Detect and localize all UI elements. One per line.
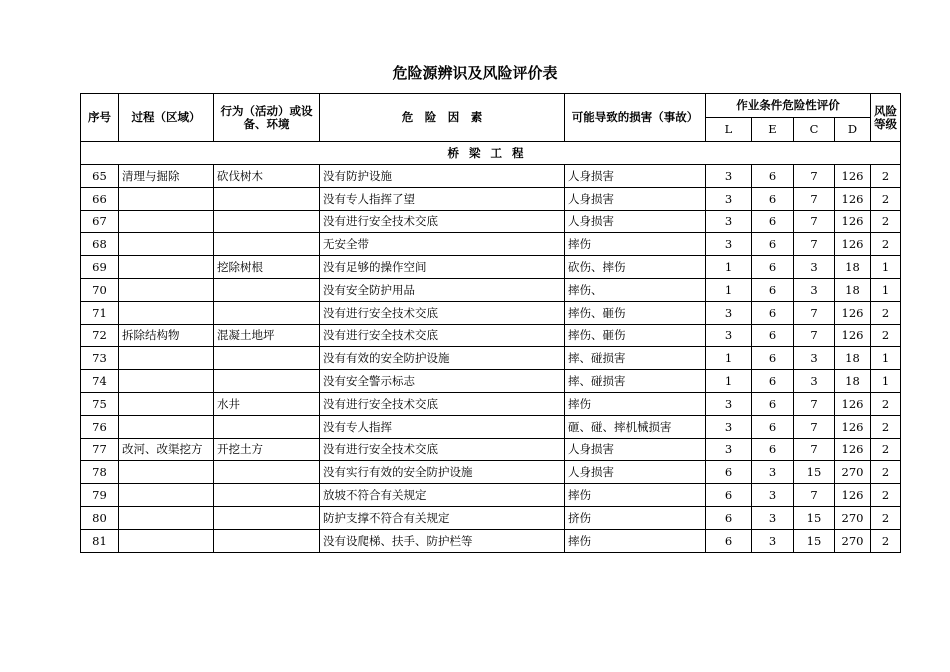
table-row — [81, 324, 901, 347]
row-e: 6 — [752, 210, 794, 233]
row-d: 126 — [835, 165, 871, 188]
row-grade: 2 — [871, 324, 901, 347]
table-row — [81, 233, 901, 256]
row-e: 6 — [752, 187, 794, 210]
row-number: 79 — [81, 484, 119, 507]
row-d: 126 — [835, 187, 871, 210]
row-activity — [214, 347, 320, 370]
row-e: 3 — [752, 529, 794, 552]
row-hazard: 没有安全防护用品 — [320, 278, 565, 301]
row-activity: 混凝土地坪 — [214, 324, 320, 347]
row-e: 3 — [752, 484, 794, 507]
row-number: 70 — [81, 278, 119, 301]
header-risk-grade: 风险等级 — [871, 94, 901, 142]
row-hazard: 防护支撑不符合有关规定 — [320, 506, 565, 529]
row-e: 3 — [752, 506, 794, 529]
row-process — [119, 415, 214, 438]
risk-table — [80, 93, 901, 553]
row-l: 6 — [706, 461, 752, 484]
row-d: 18 — [835, 347, 871, 370]
row-activity — [214, 461, 320, 484]
row-c: 15 — [794, 529, 835, 552]
row-activity — [214, 415, 320, 438]
row-l: 3 — [706, 415, 752, 438]
row-c: 7 — [794, 210, 835, 233]
row-number: 75 — [81, 392, 119, 415]
row-hazard: 无安全带 — [320, 233, 565, 256]
row-grade: 2 — [871, 233, 901, 256]
row-hazard: 没有进行安全技术交底 — [320, 438, 565, 461]
row-l: 1 — [706, 370, 752, 393]
row-d: 126 — [835, 438, 871, 461]
row-l: 3 — [706, 187, 752, 210]
row-grade: 2 — [871, 438, 901, 461]
row-l: 6 — [706, 529, 752, 552]
row-hazard: 没有进行安全技术交底 — [320, 301, 565, 324]
row-e: 6 — [752, 438, 794, 461]
table-row — [81, 392, 901, 415]
header-harm: 可能导致的损害（事故） — [565, 94, 706, 142]
row-process — [119, 256, 214, 279]
row-hazard: 没有安全警示标志 — [320, 370, 565, 393]
row-hazard: 没有有效的安全防护设施 — [320, 347, 565, 370]
row-harm: 人身损害 — [565, 187, 706, 210]
table-row — [81, 347, 901, 370]
row-c: 3 — [794, 278, 835, 301]
row-c: 7 — [794, 233, 835, 256]
row-number: 67 — [81, 210, 119, 233]
row-hazard: 没有专人指挥了望 — [320, 187, 565, 210]
row-number: 76 — [81, 415, 119, 438]
table-row — [81, 484, 901, 507]
row-hazard: 没有实行有效的安全防护设施 — [320, 461, 565, 484]
row-process: 拆除结构物 — [119, 324, 214, 347]
row-activity — [214, 301, 320, 324]
row-hazard: 没有专人指挥 — [320, 415, 565, 438]
row-process — [119, 187, 214, 210]
row-c: 7 — [794, 484, 835, 507]
row-process — [119, 392, 214, 415]
row-hazard: 没有进行安全技术交底 — [320, 324, 565, 347]
table-row — [81, 415, 901, 438]
row-process — [119, 484, 214, 507]
row-harm: 摔伤 — [565, 392, 706, 415]
row-c: 15 — [794, 506, 835, 529]
row-number: 78 — [81, 461, 119, 484]
row-activity — [214, 484, 320, 507]
header-hazard: 危 险 因 素 — [320, 94, 565, 142]
row-grade: 2 — [871, 506, 901, 529]
row-d: 126 — [835, 324, 871, 347]
row-grade: 2 — [871, 210, 901, 233]
row-harm: 砸、碰、摔机械损害 — [565, 415, 706, 438]
header-c: C — [794, 118, 835, 142]
row-c: 3 — [794, 347, 835, 370]
row-grade: 2 — [871, 529, 901, 552]
row-activity — [214, 506, 320, 529]
header-d: D — [835, 118, 871, 142]
row-harm: 摔伤、 — [565, 278, 706, 301]
row-harm: 摔伤 — [565, 233, 706, 256]
row-harm: 摔伤 — [565, 484, 706, 507]
row-c: 3 — [794, 370, 835, 393]
row-harm: 摔伤 — [565, 529, 706, 552]
row-hazard: 没有设爬梯、扶手、防护栏等 — [320, 529, 565, 552]
row-harm: 人身损害 — [565, 461, 706, 484]
row-harm: 摔伤、砸伤 — [565, 324, 706, 347]
row-activity — [214, 278, 320, 301]
row-number: 81 — [81, 529, 119, 552]
row-grade: 2 — [871, 187, 901, 210]
row-l: 3 — [706, 392, 752, 415]
table-row — [81, 461, 901, 484]
section-title: 桥梁工程 — [81, 142, 901, 165]
row-e: 6 — [752, 392, 794, 415]
row-grade: 1 — [871, 256, 901, 279]
header-l: L — [706, 118, 752, 142]
row-grade: 1 — [871, 278, 901, 301]
table-row — [81, 301, 901, 324]
row-e: 6 — [752, 278, 794, 301]
header-evaluation: 作业条件危险性评价 — [706, 94, 871, 118]
row-e: 6 — [752, 415, 794, 438]
row-activity — [214, 370, 320, 393]
row-c: 7 — [794, 301, 835, 324]
row-c: 7 — [794, 324, 835, 347]
row-process — [119, 506, 214, 529]
row-d: 18 — [835, 256, 871, 279]
row-grade: 2 — [871, 461, 901, 484]
row-harm: 摔、碰损害 — [565, 347, 706, 370]
row-process — [119, 210, 214, 233]
row-activity — [214, 233, 320, 256]
row-l: 3 — [706, 324, 752, 347]
row-harm: 砍伤、摔伤 — [565, 256, 706, 279]
table-row — [81, 187, 901, 210]
row-l: 1 — [706, 256, 752, 279]
row-l: 1 — [706, 347, 752, 370]
table-row — [81, 506, 901, 529]
row-harm: 人身损害 — [565, 438, 706, 461]
row-grade: 2 — [871, 484, 901, 507]
row-process — [119, 461, 214, 484]
row-harm: 人身损害 — [565, 210, 706, 233]
row-hazard: 放坡不符合有关规定 — [320, 484, 565, 507]
row-c: 7 — [794, 187, 835, 210]
row-d: 18 — [835, 278, 871, 301]
header-activity: 行为（活动）或设备、环境 — [214, 94, 320, 142]
row-grade: 2 — [871, 165, 901, 188]
row-d: 126 — [835, 301, 871, 324]
row-grade: 1 — [871, 370, 901, 393]
table-row — [81, 438, 901, 461]
row-number: 74 — [81, 370, 119, 393]
header-process: 过程（区域） — [119, 94, 214, 142]
row-l: 3 — [706, 301, 752, 324]
row-activity: 水井 — [214, 392, 320, 415]
row-c: 7 — [794, 415, 835, 438]
row-e: 3 — [752, 461, 794, 484]
row-e: 6 — [752, 256, 794, 279]
row-d: 126 — [835, 484, 871, 507]
row-process: 清理与掘除 — [119, 165, 214, 188]
row-activity — [214, 187, 320, 210]
row-l: 6 — [706, 506, 752, 529]
row-l: 3 — [706, 210, 752, 233]
row-grade: 2 — [871, 415, 901, 438]
table-row — [81, 256, 901, 279]
row-e: 6 — [752, 370, 794, 393]
row-number: 80 — [81, 506, 119, 529]
row-c: 3 — [794, 256, 835, 279]
row-number: 66 — [81, 187, 119, 210]
row-process — [119, 278, 214, 301]
row-number: 68 — [81, 233, 119, 256]
row-activity: 砍伐树木 — [214, 165, 320, 188]
row-hazard: 没有防护设施 — [320, 165, 565, 188]
row-harm: 摔、碰损害 — [565, 370, 706, 393]
row-d: 270 — [835, 506, 871, 529]
row-l: 3 — [706, 165, 752, 188]
row-e: 6 — [752, 324, 794, 347]
table-row — [81, 165, 901, 188]
row-d: 126 — [835, 210, 871, 233]
row-c: 7 — [794, 438, 835, 461]
page-title: 危险源辨识及风险评价表 — [392, 64, 558, 82]
row-l: 3 — [706, 438, 752, 461]
row-grade: 2 — [871, 301, 901, 324]
row-d: 270 — [835, 461, 871, 484]
row-number: 77 — [81, 438, 119, 461]
row-e: 6 — [752, 347, 794, 370]
row-e: 6 — [752, 301, 794, 324]
row-e: 6 — [752, 165, 794, 188]
row-number: 65 — [81, 165, 119, 188]
row-d: 18 — [835, 370, 871, 393]
row-d: 126 — [835, 392, 871, 415]
row-activity: 开挖土方 — [214, 438, 320, 461]
row-activity — [214, 210, 320, 233]
row-number: 72 — [81, 324, 119, 347]
row-process — [119, 347, 214, 370]
row-process — [119, 529, 214, 552]
row-c: 15 — [794, 461, 835, 484]
row-d: 270 — [835, 529, 871, 552]
header-e: E — [752, 118, 794, 142]
row-activity: 挖除树根 — [214, 256, 320, 279]
row-l: 1 — [706, 278, 752, 301]
row-hazard: 没有足够的操作空间 — [320, 256, 565, 279]
table-row — [81, 529, 901, 552]
row-c: 7 — [794, 165, 835, 188]
row-d: 126 — [835, 233, 871, 256]
row-activity — [214, 529, 320, 552]
row-e: 6 — [752, 233, 794, 256]
header-seq: 序号 — [81, 94, 119, 142]
row-grade: 1 — [871, 347, 901, 370]
row-l: 6 — [706, 484, 752, 507]
row-d: 126 — [835, 415, 871, 438]
row-harm: 摔伤、砸伤 — [565, 301, 706, 324]
row-process — [119, 301, 214, 324]
table-row — [81, 370, 901, 393]
row-harm: 挤伤 — [565, 506, 706, 529]
row-process — [119, 233, 214, 256]
row-process — [119, 370, 214, 393]
row-number: 71 — [81, 301, 119, 324]
row-harm: 人身损害 — [565, 165, 706, 188]
row-hazard: 没有进行安全技术交底 — [320, 210, 565, 233]
table-row — [81, 278, 901, 301]
row-hazard: 没有进行安全技术交底 — [320, 392, 565, 415]
row-process: 改河、改渠挖方 — [119, 438, 214, 461]
row-c: 7 — [794, 392, 835, 415]
row-number: 69 — [81, 256, 119, 279]
row-grade: 2 — [871, 392, 901, 415]
row-l: 3 — [706, 233, 752, 256]
row-number: 73 — [81, 347, 119, 370]
table-row — [81, 210, 901, 233]
